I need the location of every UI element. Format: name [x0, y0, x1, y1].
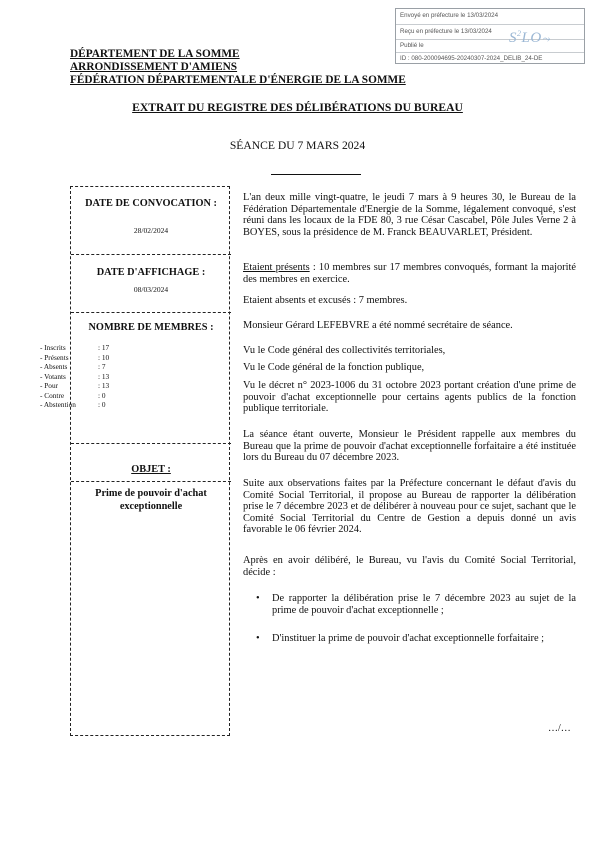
paragraph-decret: Vu le décret n° 2023-1006 du 31 octobre 2023 portant création d'une prime de pouvoir d'achat exceptionnelle pour certains agents publics de la fonction publique territoriale. [243, 380, 576, 415]
stamp-published: Publié le [400, 42, 424, 49]
header-department: DÉPARTEMENT DE LA SOMME [70, 48, 240, 60]
sidebar-divider [71, 443, 231, 444]
decision-item: • D'instituer la prime de pouvoir d'achat exceptionnelle forfaitaire ; [256, 633, 545, 644]
s2lo-logo: $S^2LO⤳$ [509, 29, 551, 46]
stamp-received: Reçu en préfecture le 13/03/2024 [400, 28, 492, 35]
document-header [70, 48, 406, 87]
convocation-date: 28/02/2024 [133, 226, 169, 235]
member-row: - Votants : 13 [40, 371, 110, 381]
paragraph-absents: Etaient absents et excusés : 7 membres. [243, 295, 408, 306]
member-row: - Contre : 0 [40, 390, 106, 400]
sidebar-divider [71, 481, 231, 482]
member-row: - Abstention : 0 [40, 400, 106, 409]
presents-text: : 10 membres sur 17 membres convoqués, formant la majorité des membres en exercice. [243, 262, 576, 285]
bullet-icon: • [256, 633, 260, 644]
convocation-label: DATE DE CONVOCATION : [85, 198, 217, 209]
members-list [40, 343, 128, 410]
member-row: - Inscrits : 17 [40, 343, 110, 352]
sidebar-divider [71, 254, 231, 255]
paragraph-observations: Suite aux observations faites par la Préfecture concernant le défaut d'avis du Comité Social Territorial, il propose au Bureau de rapporter la délibération prise le 7 décembre 2023 et de délibérer à nouveau pour ce sujet, sachant que le Comité Social Territorial du Centre de Gestion a depuis donné un avis favorable le 06 février 2024. [243, 478, 576, 536]
member-row: - Pour : 13 [40, 381, 110, 390]
member-row: - Présents : 10 [40, 352, 110, 362]
paragraph-preamble: L'an deux mille vingt-quatre, le jeudi 7 mars à 9 heures 30, le Bureau de la Fédération Départementale d'Energie de la Somme, légalement convoqué, s'est réuni dans les locaux de la FDE 80, 3 rue César Cascabel, Pôle Jules Verne 2 à BOYES, sous la présidence de M. Franck BEAUVARLET, Président. [243, 192, 576, 238]
stamp-sent: Envoyé en préfecture le 13/03/2024 [400, 12, 499, 19]
member-row: - Absents : 7 [40, 362, 106, 371]
header-federation: FÉDÉRATION DÉPARTEMENTALE D'ÉNERGIE DE LA SOMME [70, 74, 406, 86]
bullet-icon: • [256, 593, 260, 604]
paragraph-decision: Après en avoir délibéré, le Bureau, vu l'avis du Comité Social Territorial, décide : [243, 555, 576, 578]
decision-item: • De rapporter la délibération prise le 7 décembre 2023 au sujet de la prime de pouvoir d'achat exceptionnelle ; [256, 593, 576, 616]
sidebar-divider [71, 312, 231, 313]
header-arrondissement: ARRONDISSEMENT D'AMIENS [70, 61, 238, 73]
presents-label: Etaient présents [243, 262, 310, 273]
continued-marker: …/… [548, 723, 571, 734]
paragraph-vu-cgfp: Vu le Code général de la fonction publique, [243, 362, 425, 373]
seance-divider [271, 174, 361, 175]
paragraph-secretary: Monsieur Gérard LEFEBVRE a été nommé secrétaire de séance. [243, 320, 513, 331]
objet-label: OBJET : [131, 464, 171, 475]
prefecture-stamp [395, 8, 585, 64]
affichage-date: 08/03/2024 [133, 285, 169, 294]
paragraph-seance-ouverte: La séance étant ouverte, Monsieur le Président rappelle aux membres du Bureau que la prime de pouvoir d'achat exceptionnelle forfaitaire a été instituée lors du Bureau du 07 décembre 2023. [243, 429, 576, 464]
affichage-label: DATE D'AFFICHAGE : [96, 267, 206, 278]
sidebar-box [70, 186, 230, 736]
stamp-id: ID : 080-200094695-20240307-2024_DELIB_24-DE [400, 55, 543, 62]
extrait-title: EXTRAIT DU REGISTRE DES DÉLIBÉRATIONS DU BUREAU [132, 101, 463, 114]
seance-title: SÉANCE DU 7 MARS 2024 [229, 139, 366, 152]
objet-text: Prime de pouvoir d'achat exceptionnelle [95, 488, 207, 512]
members-label: NOMBRE DE MEMBRES : [88, 322, 214, 333]
paragraph-vu-cgct: Vu le Code général des collectivités territoriales, [243, 345, 446, 356]
paragraph-presents [243, 262, 576, 285]
